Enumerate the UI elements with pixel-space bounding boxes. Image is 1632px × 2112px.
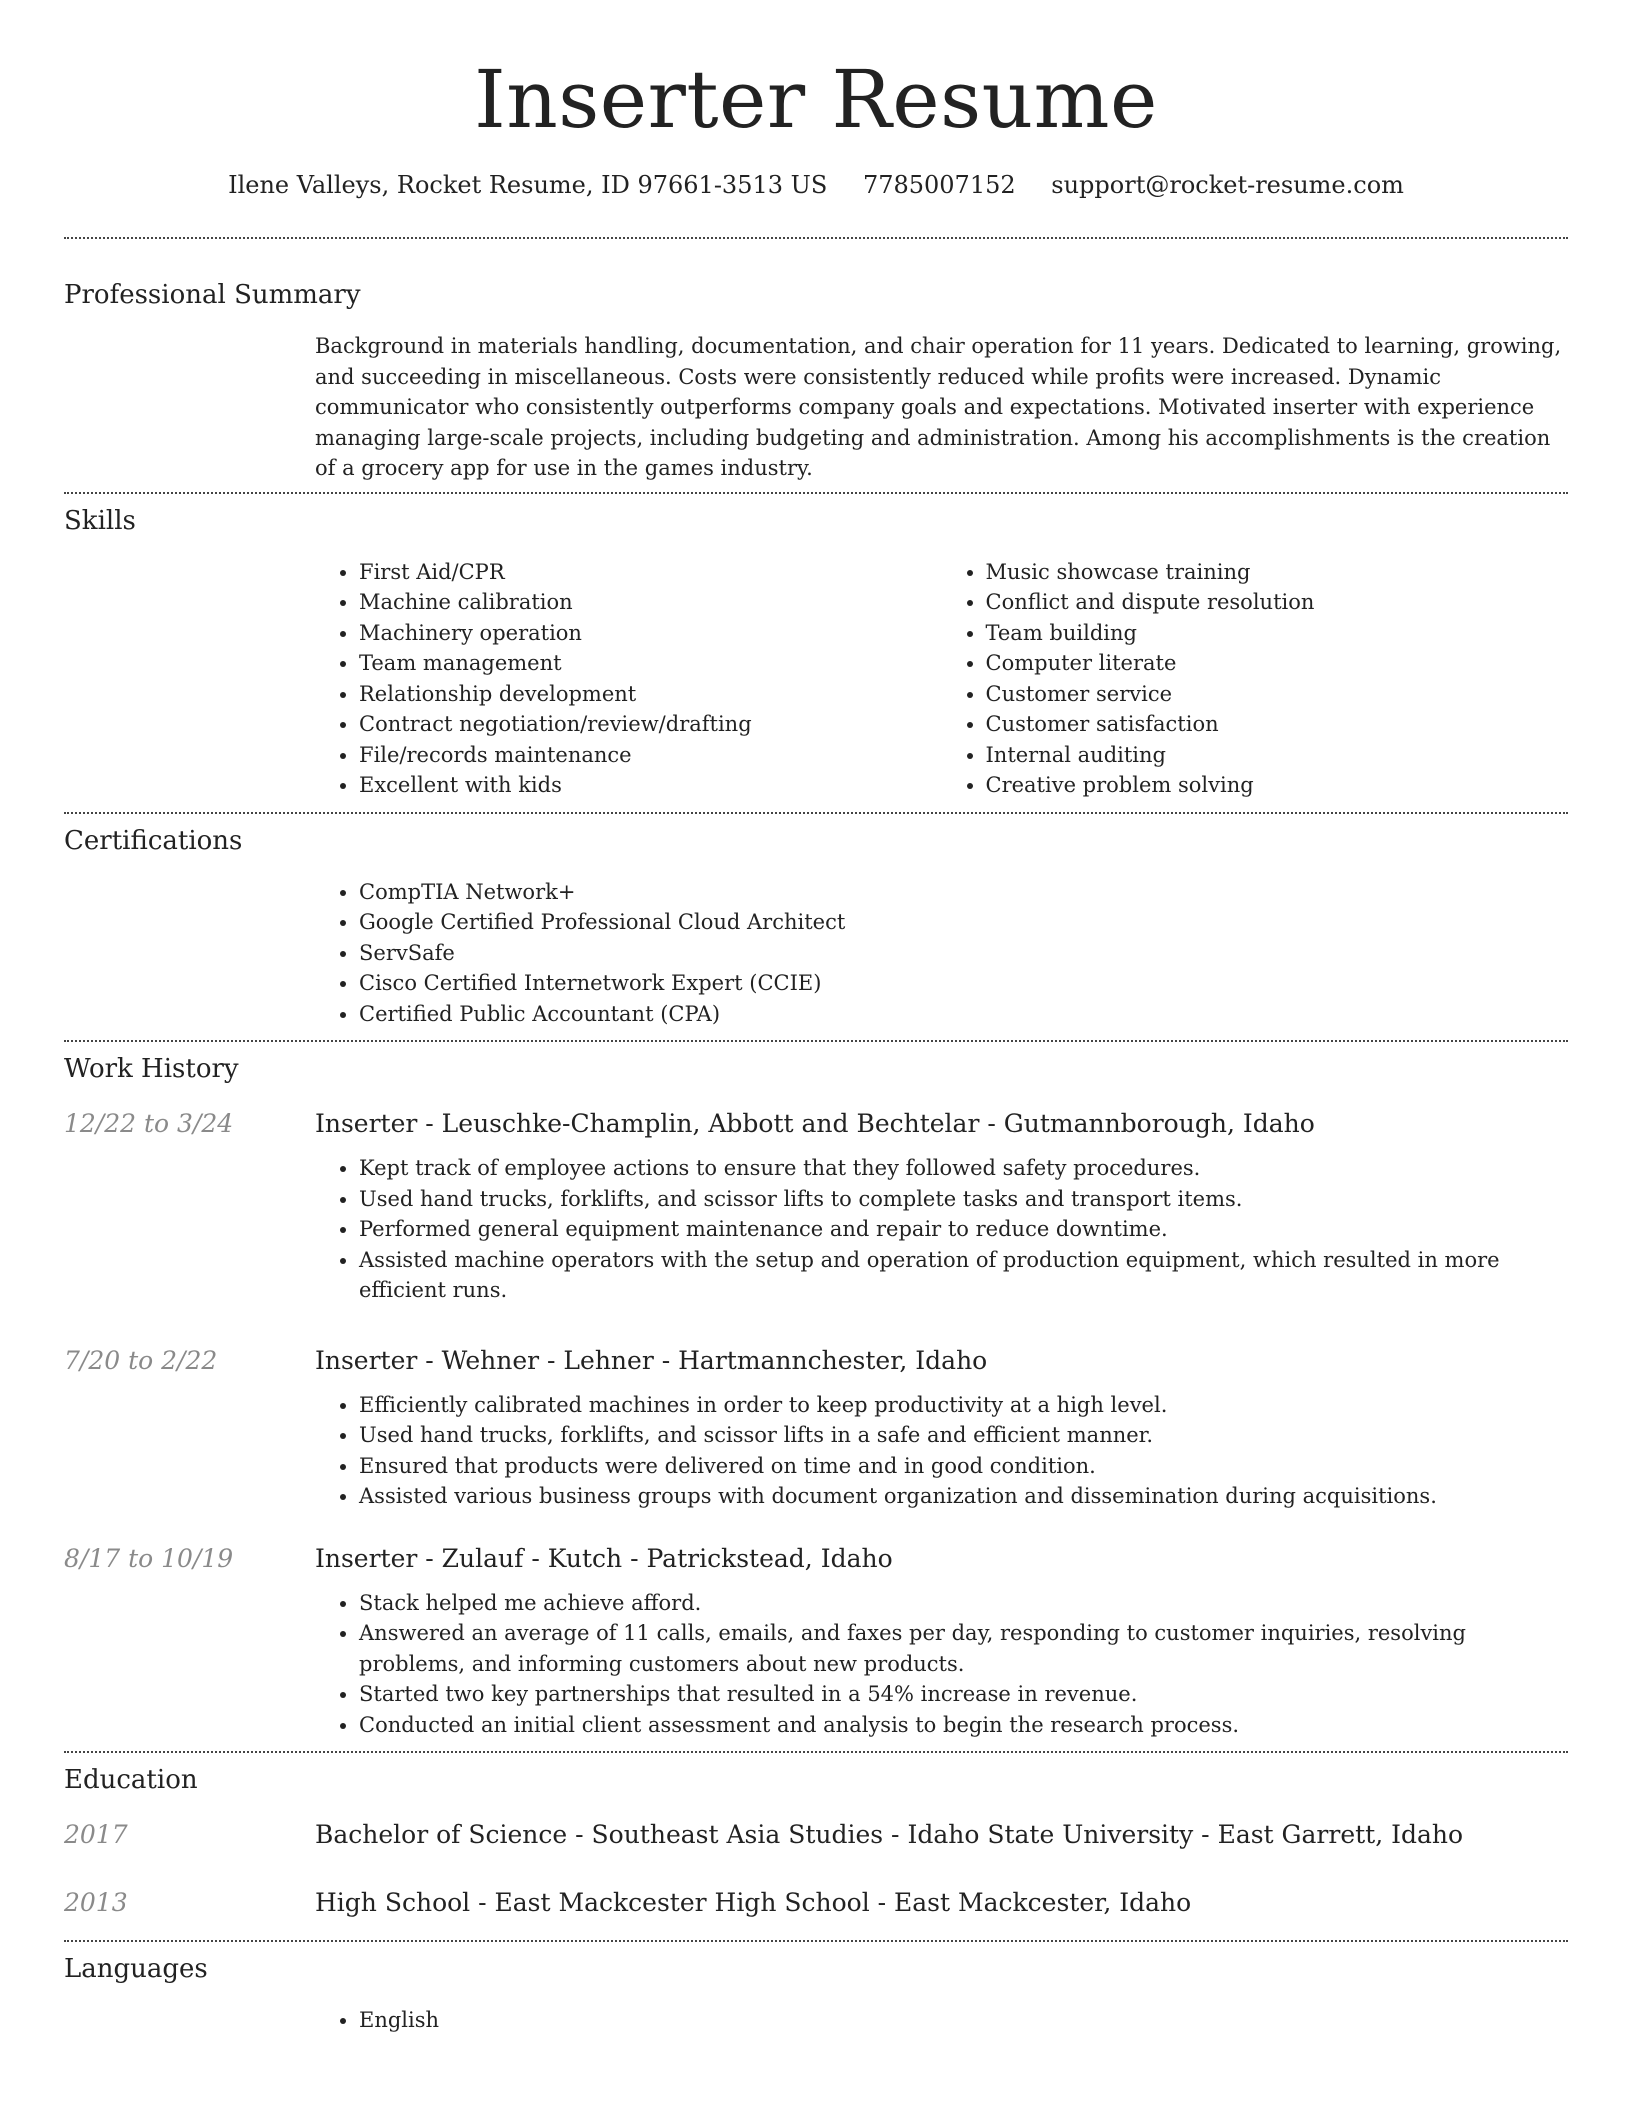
- certifications-list: [315, 877, 1568, 1030]
- skills-column-left: [315, 557, 942, 801]
- education-date: 2017: [64, 1820, 128, 1849]
- job-title: Inserter - Wehner - Lehner - Hartmannchester, Idaho: [315, 1345, 988, 1375]
- list-item: • Assisted various business groups with document organization and dissemination during acquisitions.: [359, 1481, 1568, 1512]
- list-item: • Stack helped me achieve afford.: [359, 1588, 1568, 1619]
- summary-text: Background in materials handling, documentation, and chair operation for 11 years. Dedicated to learning, growing, and succeeding in miscellaneous. Costs were consistently reduced while profits were increased. Dynamic communicator who consistently outperforms company goals and expectations. Motivated inserter with experience managing large-scale projects, including budgeting and administration. Among his accomplishments is the creation of a grocery app for use in the games industry.: [315, 334, 1562, 480]
- contact-email: support@rocket-resume.com: [1051, 171, 1404, 199]
- list-item: • Machinery operation: [359, 618, 942, 649]
- list-item: • Internal auditing: [986, 740, 1569, 771]
- list-item: • Performed general equipment maintenance and repair to reduce downtime.: [359, 1214, 1568, 1245]
- list-item: • Google Certified Professional Cloud Architect: [359, 907, 1568, 938]
- list-item: • ServSafe: [359, 938, 1568, 969]
- list-item: • Machine calibration: [359, 587, 942, 618]
- resume-page: [64, 0, 1568, 2036]
- list-item: • Efficiently calibrated machines in order to keep productivity at a high level.: [359, 1390, 1568, 1421]
- section-title-education: Education: [64, 1765, 198, 1795]
- list-item: • Creative problem solving: [986, 770, 1569, 801]
- list-item: • Relationship development: [359, 679, 942, 710]
- list-item: • Used hand trucks, forklifts, and scissor lifts to complete tasks and transport items.: [359, 1184, 1568, 1215]
- job-date: 7/20 to 2/22: [64, 1345, 218, 1375]
- job-entry: [64, 1344, 1568, 1512]
- list-item: • Customer service: [986, 679, 1569, 710]
- job-date: 12/22 to 3/24: [64, 1109, 234, 1138]
- resume-title: Inserter Resume: [474, 53, 1158, 146]
- section-title-work-history: Work History: [64, 1054, 239, 1084]
- education-title: Bachelor of Science - Southeast Asia Studies - Idaho State University - East Garrett, Idaho: [315, 1820, 1464, 1849]
- education-title: High School - East Mackcester High School - East Mackcester, Idaho: [315, 1888, 1192, 1917]
- job-bullets: [315, 1588, 1568, 1741]
- list-item: • Ensured that products were delivered on time and in good condition.: [359, 1451, 1568, 1482]
- languages-list: [315, 2005, 1568, 2036]
- list-item: • First Aid/CPR: [359, 557, 942, 588]
- list-item: • Answered an average of 11 calls, emails, and faxes per day, responding to customer inquiries, resolving problems, and informing customers about new products.: [359, 1618, 1568, 1679]
- section-divider: [64, 1751, 1568, 1753]
- list-item: • Cisco Certified Internetwork Expert (CCIE): [359, 968, 1568, 999]
- education-date: 2013: [64, 1888, 128, 1917]
- list-item: • Team management: [359, 648, 942, 679]
- list-item: • Contract negotiation/review/drafting: [359, 709, 942, 740]
- contact-line: [64, 168, 1568, 202]
- section-divider: [64, 1940, 1568, 1942]
- section-title-languages: Languages: [64, 1954, 208, 1984]
- contact-phone: 7785007152: [862, 171, 1016, 199]
- section-divider: [64, 492, 1568, 494]
- list-item: • Conducted an initial client assessment and analysis to begin the research process.: [359, 1710, 1568, 1741]
- skills-column-right: [942, 557, 1569, 801]
- education-entry: [64, 1886, 1568, 1920]
- section-title-skills: Skills: [64, 505, 136, 536]
- job-entry: [64, 1542, 1568, 1741]
- list-item: • Started two key partnerships that resulted in a 54% increase in revenue.: [359, 1679, 1568, 1710]
- section-divider: [64, 812, 1568, 814]
- list-item: • Team building: [986, 618, 1569, 649]
- contact-address: Ilene Valleys, Rocket Resume, ID 97661-3513 US: [228, 171, 828, 199]
- job-bullets: [315, 1153, 1568, 1306]
- section-divider: [64, 1040, 1568, 1042]
- list-item: • File/records maintenance: [359, 740, 942, 771]
- education-entry: [64, 1818, 1568, 1852]
- job-entry: [64, 1107, 1568, 1306]
- job-date: 8/17 to 10/19: [64, 1543, 234, 1573]
- list-item: • Certified Public Accountant (CPA): [359, 999, 1568, 1030]
- job-title: Inserter - Leuschke-Champlin, Abbott and Bechtelar - Gutmannborough, Idaho: [315, 1109, 1315, 1138]
- list-item: • Conflict and dispute resolution: [986, 587, 1569, 618]
- section-title-summary: Professional Summary: [64, 280, 361, 310]
- section-title-certifications: Certifications: [64, 825, 243, 856]
- skills-list: [315, 557, 1568, 801]
- list-item: • Kept track of employee actions to ensure that they followed safety procedures.: [359, 1153, 1568, 1184]
- section-divider: [64, 237, 1568, 239]
- list-item: • CompTIA Network+: [359, 877, 1568, 908]
- list-item: • Music showcase training: [986, 557, 1569, 588]
- list-item: • Computer literate: [986, 648, 1569, 679]
- list-item: • English: [359, 2005, 1568, 2036]
- job-bullets: [315, 1390, 1568, 1512]
- job-title: Inserter - Zulauf - Kutch - Patrickstead, Idaho: [315, 1543, 893, 1573]
- list-item: • Excellent with kids: [359, 770, 942, 801]
- list-item: • Used hand trucks, forklifts, and scissor lifts in a safe and efficient manner.: [359, 1420, 1568, 1451]
- list-item: • Customer satisfaction: [986, 709, 1569, 740]
- list-item: • Assisted machine operators with the setup and operation of production equipment, which resulted in more efficient runs.: [359, 1245, 1568, 1306]
